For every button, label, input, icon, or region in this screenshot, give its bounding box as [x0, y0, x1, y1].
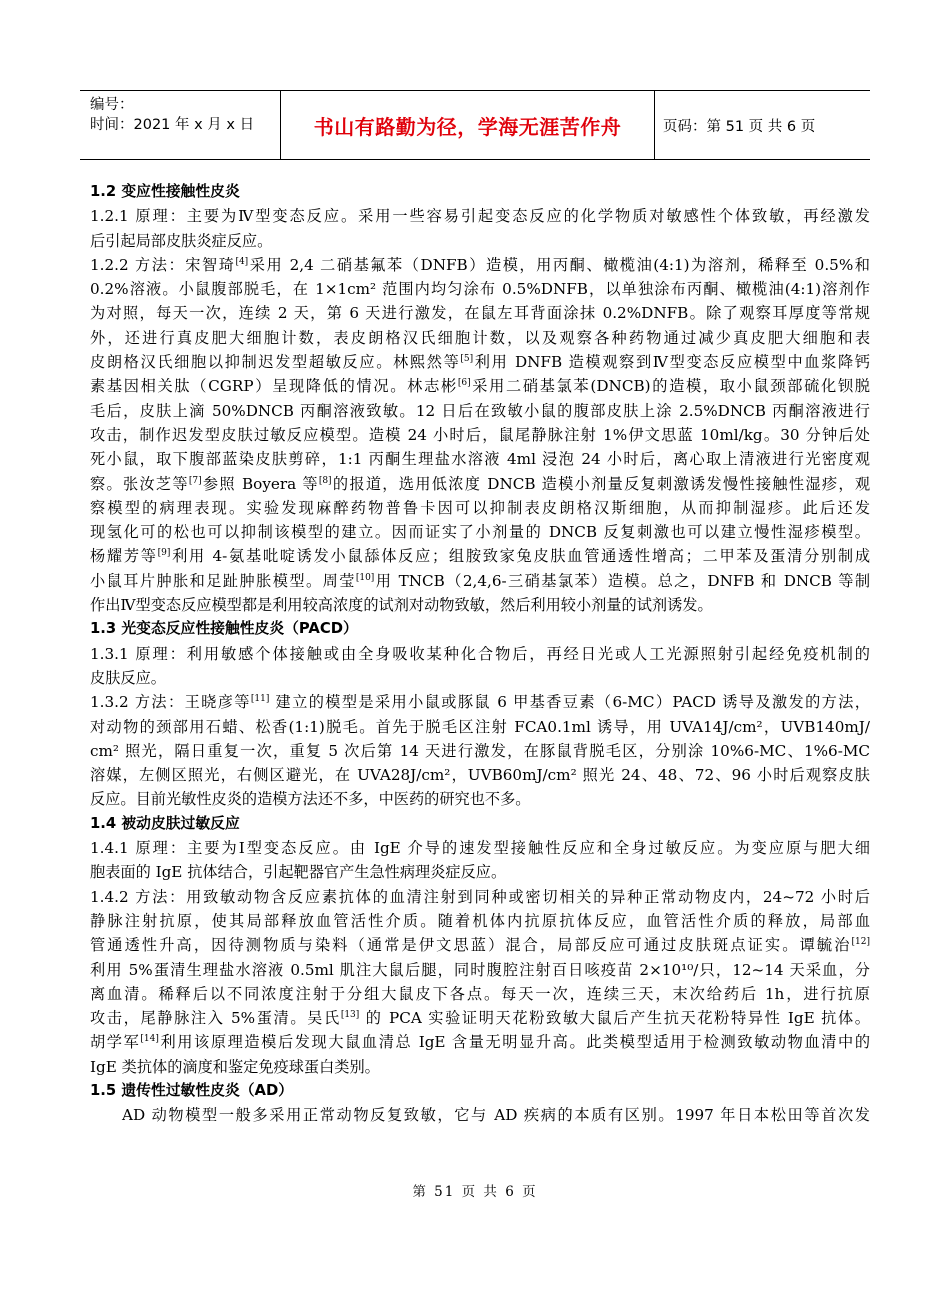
- body-text-line: 1.4.1 原理：主要为Ⅰ型变态反应。由 IgE 介导的速发型接触性反应和全身过敏反应。为变应原与肥大细: [90, 839, 870, 858]
- body-text-line: 静脉注射抗原，使其局部释放血管活性介质。随着机体内抗原抗体反应，血管活性介质的释放，局部血: [90, 911, 870, 930]
- body-text-line: 1.3.1 原理：利用敏感个体接触或由全身吸收某种化合物后，再经日光或人工光源照射引起经免疫机制的: [90, 644, 870, 663]
- body-text-line: 1.2.1 原理：主要为Ⅳ型变态反应。采用一些容易引起变态反应的化学物质对敏感性个体致敏，再经激发: [90, 207, 870, 226]
- body-text-line: 皮朗格汉氏细胞以抑制迟发型超敏反应。林熙然等[5]利用 DNFB 造模观察到Ⅳ型变态反应模型中血浆降钙: [90, 353, 870, 372]
- body-text-line: 作出Ⅳ型变态反应模型都是利用较高浓度的试剂对动物致敏，然后利用较小剂量的试剂诱发。: [90, 596, 713, 615]
- body-text-line: 察。张汝芝等[7]参照 Boyera 等[8]的报道，选用低浓度 DNCB 造模小剂量反复刺激诱发慢性接触性湿疹，观: [90, 474, 870, 493]
- body-text-line: 管通透性升高，因待测物质与染料（通常是伊文思蓝）混合，局部反应可通过皮肤斑点证实。谭毓治[12]: [90, 936, 870, 955]
- body-text-line: 为对照，每天一次，连续 2 天，第 6 天进行激发，在鼠左耳背面涂抹 0.2%DNFB。除了观察耳厚度等常规: [90, 304, 870, 323]
- document-number-label: 编号：: [90, 97, 134, 113]
- body-text-line: 攻击，制作迟发型皮肤过敏反应模型。造模 24 小时后，鼠尾静脉注射 1%伊文思蓝 10ml/kg。30 分钟后处: [90, 425, 870, 444]
- section-heading: 1.2 变应性接触性皮炎: [90, 183, 240, 200]
- section-heading: 1.3 光变态反应性接触性皮炎（PACD）: [90, 620, 358, 638]
- body-text-line: 察模型的病理表现。实验发现麻醉药物普鲁卡因可以抑制表皮朗格汉斯细胞，从而抑制湿疹。此后还发: [90, 498, 870, 517]
- body-text-line: 对动物的颈部用石蜡、松香(1:1)脱毛。首先于脱毛区注射 FCA0.1ml 诱导，用 UVA14J/cm²，UVB140mJ/: [90, 717, 870, 736]
- body-text-line: 离血清。稀释后以不同浓度注射于分组大鼠皮下各点。每天一次，连续三天，末次给药后 1h，进行抗原: [90, 984, 870, 1003]
- header-left-cell: [80, 91, 280, 159]
- body-text-line: 胡学军[14]利用该原理造模后发现大鼠血清总 IgE 含量无明显升高。此类模型适用于检测致敏动物血清中的: [90, 1033, 870, 1052]
- section-heading: 1.5 遗传性过敏性皮炎（AD）: [90, 1081, 294, 1099]
- document-date: 时间：2021 年 x 月 x 日: [90, 117, 255, 133]
- body-text-line: 利用 5%蛋清生理盐水溶液 0.5ml 肌注大鼠后腿，同时腹腔注射百日咳疫苗 2×10¹⁰/只，12~14 天采血，分: [90, 960, 870, 979]
- page-header: [80, 90, 870, 160]
- body-text-line: 1.2.2 方法：宋智琦[4]采用 2,4 二硝基氟苯（DNFB）造模，用丙酮、橄榄油(4:1)为溶剂，稀释至 0.5%和: [90, 255, 870, 274]
- body-text-line: 毛后，皮肤上滴 50%DNCB 丙酮溶液致敏。12 日后在致敏小鼠的腹部皮肤上涂 2.5%DNCB 丙酮溶液进行: [90, 401, 870, 420]
- body-text-line: 胞表面的 IgE 抗体结合，引起靶器官产生急性病理炎症反应。: [90, 863, 507, 882]
- body-text-line: 攻击，尾静脉注入 5%蛋清。吴氏[13] 的 PCA 实验证明天花粉致敏大鼠后产生抗天花粉特异性 IgE 抗体。: [90, 1009, 870, 1028]
- header-page-info: 页码：第 51 页 共 6 页: [663, 118, 816, 135]
- body-text-line: 反应。目前光敏性皮炎的造模方法还不多，中医药的研究也不多。: [90, 790, 531, 809]
- body-text-line: 0.2%溶液。小鼠腹部脱毛，在 1×1cm² 范围内均匀涂布 0.5%DNFB，以单独涂布丙酮、橄榄油(4:1)溶剂作: [90, 280, 870, 299]
- body-text-line: IgE 类抗体的滴度和鉴定免疫球蛋白类别。: [90, 1057, 380, 1076]
- body-text-line: 1.4.2 方法：用致敏动物含反应素抗体的血清注射到同种或密切相关的异种正常动物皮内，24~72 小时后: [90, 887, 870, 906]
- body-text-line: 外，还进行真皮肥大细胞计数，表皮朗格汉氏细胞计数，以及观察各种药物通过减少真皮肥大细胞和表: [90, 328, 870, 347]
- body-text-line: 小鼠耳片肿胀和足趾肿胀模型。周莹[10]用 TNCB（2,4,6-三硝基氯苯）造模。总之，DNFB 和 DNCB 等制: [90, 571, 870, 590]
- body-text-line: 皮肤反应。: [90, 668, 166, 687]
- body-text-line: 杨耀芳等[9]利用 4-氨基吡啶诱发小鼠舔体反应；组胺致家兔皮肤血管通透性增高；二甲苯及蛋清分别制成: [90, 547, 870, 566]
- body-text-line: 1.3.2 方法：王晓彦等[11] 建立的模型是采用小鼠或豚鼠 6 甲基香豆素（6-MC）PACD 诱导及激发的方法，: [90, 693, 870, 712]
- body-text-line: 素基因相关肽（CGRP）呈现降低的情况。林志彬[6]采用二硝基氯苯(DNCB)的造模，取小鼠颈部硫化钡脱: [90, 377, 870, 396]
- section-heading: 1.4 被动皮肤过敏反应: [90, 814, 240, 832]
- body-text-line: 后引起局部皮肤炎症反应。: [90, 231, 273, 250]
- body-text-line: AD 动物模型一般多采用正常动物反复致敏，它与 AD 疾病的本质有区别。1997 年日本松田等首次发: [122, 1106, 870, 1125]
- body-text-line: 现氢化可的松也可以抑制该模型的建立。因而证实了小剂量的 DNCB 反复刺激也可以建立慢性湿疹模型。: [90, 523, 870, 542]
- body-text-line: 溶媒，左侧区照光，右侧区避光，在 UVA28J/cm²，UVB60mJ/cm² 照光 24、48、72、96 小时后观察皮肤: [90, 766, 870, 785]
- header-motto: 书山有路勤为径，学海无涯苦作舟: [280, 91, 655, 159]
- document-body: [90, 180, 870, 1128]
- body-text-line: cm² 照光，隔日重复一次，重复 5 次后第 14 天进行激发，在豚鼠背脱毛区，分别涂 10%6-MC、1%6-MC: [90, 741, 870, 760]
- body-text-line: 死小鼠，取下腹部蓝染皮肤剪碎，1:1 丙酮生理盐水溶液 4ml 浸泡 24 小时后，离心取上清液进行光密度观: [90, 450, 870, 469]
- page-footer: 第 51 页 共 6 页: [412, 1184, 538, 1200]
